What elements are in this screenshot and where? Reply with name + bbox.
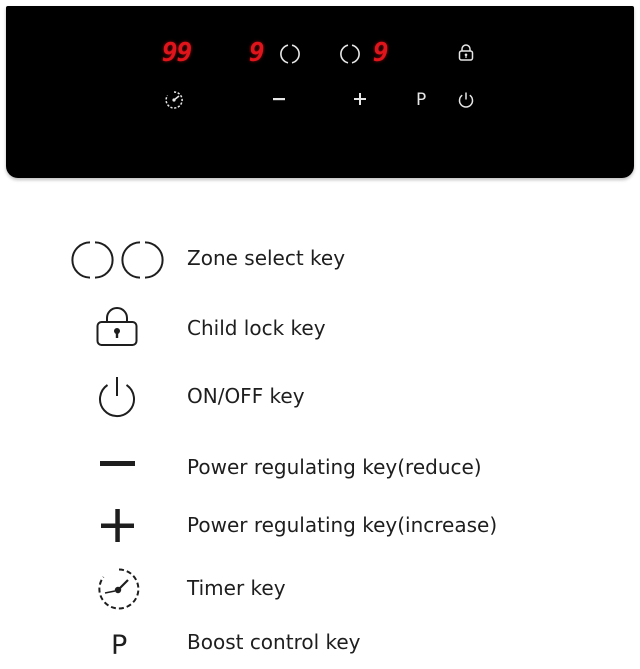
- legend-label: Boost control key: [187, 630, 361, 654]
- child-lock-panel-icon[interactable]: [457, 44, 475, 62]
- timer-display: 99: [162, 38, 192, 68]
- minus-icon: [100, 460, 136, 468]
- legend-label: Power regulating key(reduce): [187, 455, 482, 479]
- boost-p-icon: P: [111, 630, 128, 661]
- zone-select-right-icon[interactable]: [339, 43, 361, 65]
- child-lock-icon: [96, 307, 138, 347]
- minus-panel-icon[interactable]: [272, 96, 286, 102]
- legend-item-zone-select: [0, 233, 640, 283]
- zone-select-icon: [73, 239, 163, 281]
- legend-item-reduce: [0, 442, 640, 492]
- legend-label: ON/OFF key: [187, 384, 305, 408]
- power-icon: [96, 375, 138, 419]
- zone-select-left-icon[interactable]: [279, 43, 301, 65]
- plus-icon: [100, 508, 136, 544]
- legend-item-boost: [0, 619, 640, 669]
- legend-item-increase: [0, 500, 640, 550]
- legend-item-timer: [0, 563, 640, 613]
- legend-label: Timer key: [187, 576, 286, 600]
- timer-panel-icon[interactable]: [164, 90, 184, 110]
- cooktop-control-panel: [6, 6, 634, 178]
- legend-label: Child lock key: [187, 316, 326, 340]
- power-panel-icon[interactable]: [457, 91, 475, 109]
- boost-panel-key[interactable]: P: [416, 90, 427, 110]
- zone-left-level-display: 9: [249, 38, 264, 68]
- legend-item-on-off: [0, 371, 640, 421]
- legend-label: Zone select key: [187, 246, 346, 270]
- zone-right-level-display: 9: [373, 38, 388, 68]
- legend-label: Power regulating key(increase): [187, 513, 498, 537]
- timer-icon: [97, 567, 141, 611]
- legend-item-child-lock: [0, 303, 640, 353]
- plus-panel-icon[interactable]: [353, 92, 367, 106]
